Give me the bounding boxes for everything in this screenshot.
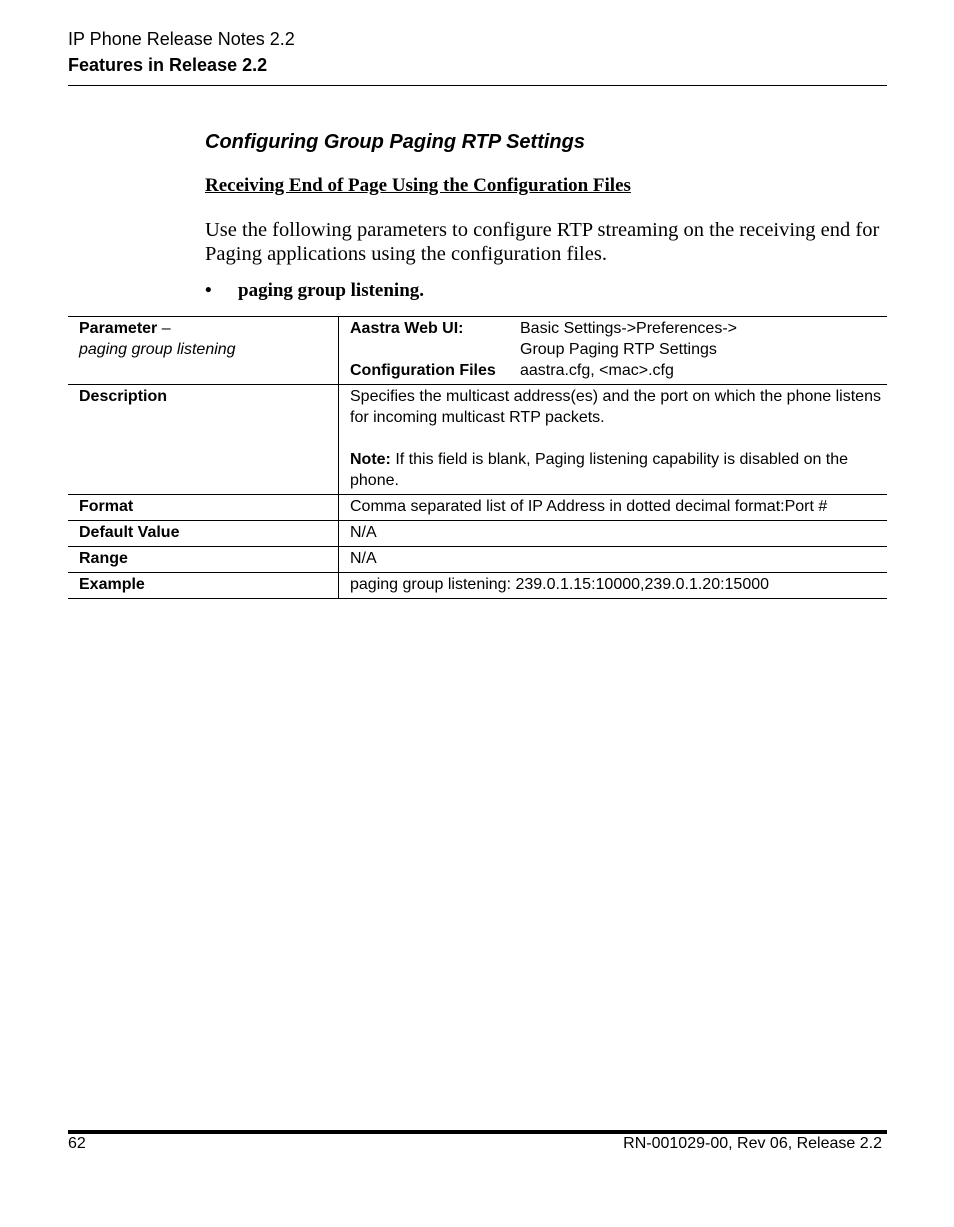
footer-doc-ref: RN-001029-00, Rev 06, Release 2.2 (623, 1135, 882, 1152)
header-divider (68, 85, 887, 86)
page-number: 62 (68, 1135, 86, 1152)
param-location-cell (339, 317, 888, 385)
description-text: Specifies the multicast address(es) and the port on which the phone listens for incoming multicast RTP packets. (350, 388, 881, 426)
row-label: Description (68, 385, 339, 495)
row-label: Default Value (68, 521, 339, 547)
footer-divider (68, 1130, 887, 1134)
row-label: Range (68, 547, 339, 573)
row-label: Format (68, 495, 339, 521)
row-value: N/A (339, 547, 888, 573)
web-ui-path-2: Group Paging RTP Settings (520, 341, 717, 358)
bullet-text: paging group listening. (238, 280, 425, 301)
table-row (68, 317, 887, 385)
note-label: Note: (350, 451, 391, 468)
param-cell (68, 317, 339, 385)
row-value: paging group listening: 239.0.1.15:10000,239.0.1.20:15000 (339, 573, 888, 599)
bullet-item (205, 280, 424, 302)
table-row (68, 521, 887, 547)
section-title: Configuring Group Paging RTP Settings (205, 131, 585, 153)
config-files-label: Configuration Files (350, 362, 496, 379)
parameter-table (68, 316, 887, 599)
description-note (350, 449, 881, 491)
param-label: Parameter (79, 320, 158, 337)
web-ui-path-1: Basic Settings->Preferences-> (520, 320, 737, 337)
row-label: Example (68, 573, 339, 599)
table-row (68, 495, 887, 521)
row-value (339, 385, 888, 495)
table-row (68, 547, 887, 573)
intro-paragraph: Use the following parameters to configure RTP streaming on the receiving end for Paging applications using the configuration files. (205, 219, 880, 265)
row-value: N/A (339, 521, 888, 547)
note-text: If this field is blank, Paging listening capability is disabled on the phone. (350, 451, 849, 489)
header-doc-title: IP Phone Release Notes 2.2 (68, 29, 295, 49)
header-section-title: Features in Release 2.2 (68, 55, 268, 75)
config-files-value: aastra.cfg, <mac>.cfg (520, 362, 674, 379)
param-name: paging group listening (79, 341, 236, 358)
table-row (68, 385, 887, 495)
subsection-title: Receiving End of Page Using the Configuration Files (205, 175, 631, 196)
web-ui-label: Aastra Web UI: (350, 320, 464, 337)
bullet-icon: • (205, 280, 212, 301)
row-value: Comma separated list of IP Address in dotted decimal format:Port # (339, 495, 888, 521)
param-dash: – (157, 320, 171, 337)
table-row (68, 573, 887, 599)
